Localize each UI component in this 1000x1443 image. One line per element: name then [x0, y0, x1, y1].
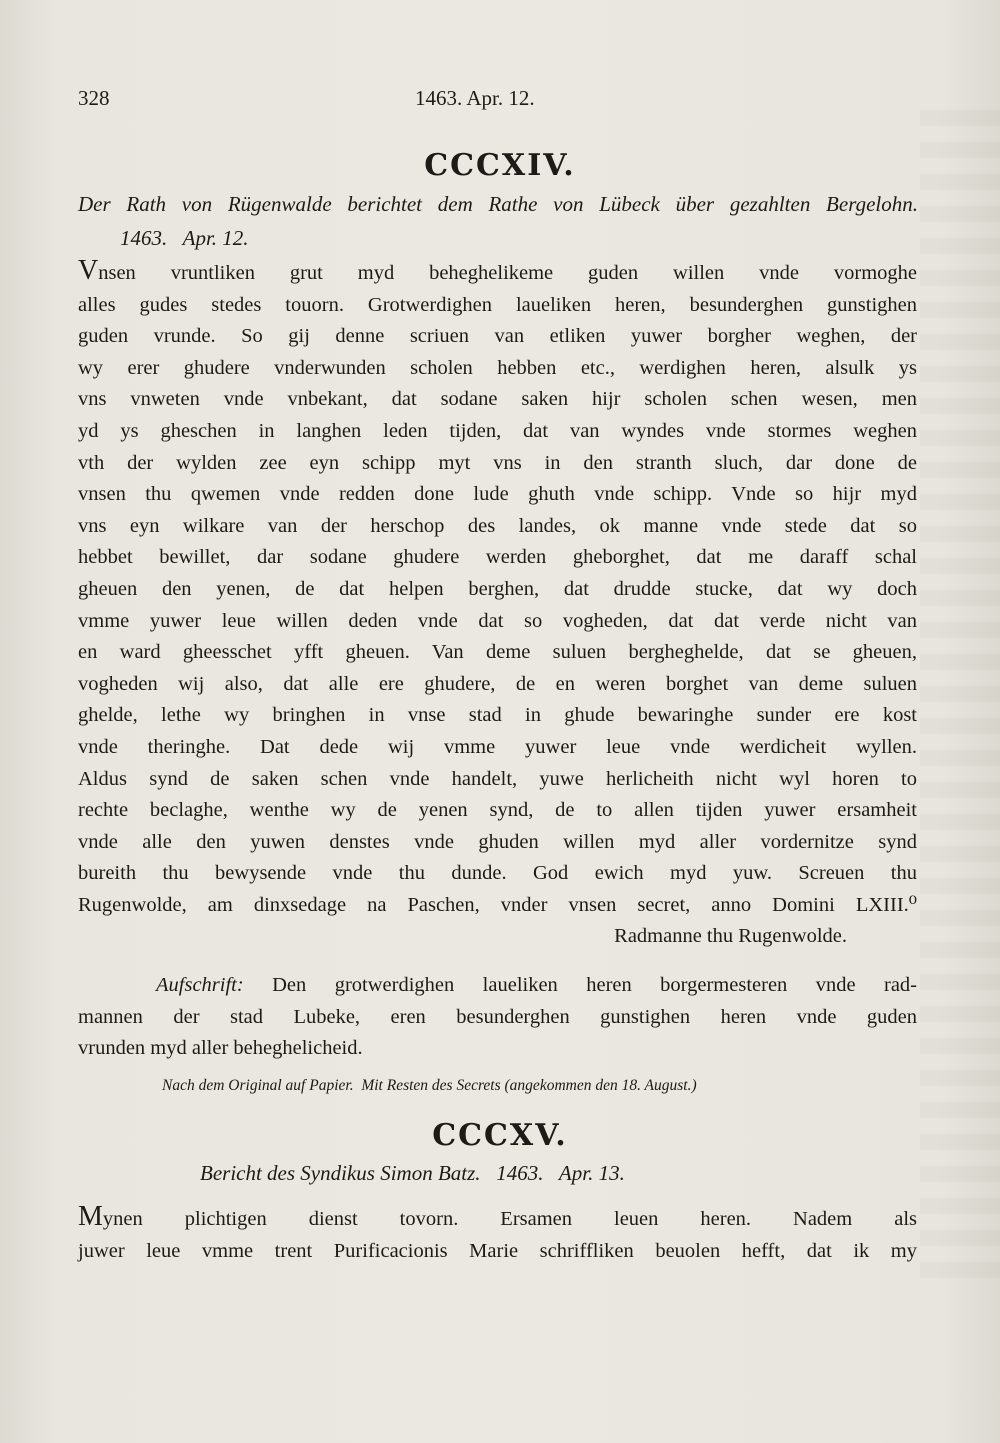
text-line: vnde theringhe. Dat dede wij vmme yuwer leue vnde werdicheit wyllen.: [78, 735, 917, 758]
aufschrift-label: Aufschrift:: [156, 974, 244, 996]
text-line: hebbet bewillet, dar sodane ghudere werden gheborghet, dat me daraff schal: [78, 546, 917, 569]
page-number: 328: [78, 86, 110, 110]
text-line: [78, 1201, 917, 1236]
text-line: vns vnweten vnde vnbekant, dat sodane saken hijr scholen schen wesen, men: [78, 388, 917, 411]
text-line: mannen der stad Lubeke, eren besunderghen gunstighen heren vnde guden: [78, 1005, 917, 1028]
text-line: guden vrunde. So gij denne scriuen van etliken yuwer borgher weghen, der: [78, 325, 917, 348]
document-number-2: CCCXV.: [432, 1118, 568, 1153]
text-line: rechte beclaghe, wenthe wy de yenen synd, de to allen tijden yuwer ersamheit: [78, 799, 917, 822]
source-note: Nach dem Original auf Papier. Mit Resten des Secrets (angekommen den 18. August.): [162, 1077, 697, 1094]
document-number-1: CCCXIV.: [424, 148, 576, 183]
text-line: [78, 255, 917, 290]
aufschrift-text: Den grotwerdighen laueliken heren borgermesteren vnde rad-: [272, 974, 918, 996]
text-line: ghelde, lethe wy bringhen in vnse stad in ghude bewaringhe sunder ere kost: [78, 704, 917, 727]
document-heading-2: Bericht des Syndikus Simon Batz. 1463. Apr. 13.: [200, 1161, 625, 1185]
text-line: gheuen den yenen, de dat helpen berghen, dat drudde stucke, dat wy doch: [78, 577, 917, 600]
running-head-date: 1463. Apr. 12.: [415, 86, 535, 110]
document-body-1: [78, 255, 917, 953]
document-heading-1: Der Rath von Rügenwalde berichtet dem Rathe von Lübeck über gezahlten Bergelohn.: [78, 192, 918, 216]
text-line: vnsen thu qwemen vnde redden done lude ghuth vnde schipp. Vnde so hijr myd: [78, 483, 917, 506]
text-line: [78, 970, 917, 1002]
document-body-2: [78, 1201, 917, 1267]
text-line: alles gudes stedes touorn. Grotwerdighen laueliken heren, besunderghen gunstighen: [78, 293, 917, 316]
text-line: vogheden wij also, dat alle ere ghudere, de en weren borghet van deme suluen: [78, 672, 917, 695]
text-line: Aldus synd de saken schen vnde handelt, yuwe herlicheith nicht wyl horen to: [78, 767, 917, 790]
text-line: Rugenwolde, am dinxsedage na Paschen, vnder vnsen secret, anno Domini LXIII.⁰: [78, 893, 917, 916]
text-line-content: ynen plichtigen dienst tovorn. Ersamen leuen heren. Nadem als: [102, 1208, 917, 1230]
text-line: vrunden myd aller beheghelicheid.: [78, 1037, 363, 1060]
text-line: yd ys gheschen in langhen leden tijden, dat van wyndes vnde stormes weghen: [78, 419, 917, 442]
text-line: juwer leue vmme trent Purificacionis Marie schriffliken beuolen hefft, dat ik my: [78, 1239, 917, 1262]
show-through-shadow: [920, 110, 1000, 1290]
text-line: wy erer ghudere vnderwunden scholen hebben etc., werdighen heren, alsulk ys: [78, 356, 917, 379]
text-line: vnde alle den yuwen denstes vnde ghuden willen myd aller vordernitze synd: [78, 830, 917, 853]
text-line-content: nsen vruntliken grut myd beheghelikeme guden willen vnde vormoghe: [98, 262, 917, 284]
initial-letter: V: [78, 255, 99, 286]
initial-letter: M: [78, 1201, 103, 1232]
text-line: en ward gheesschet yfft gheuen. Van deme suluen bergheghelde, dat se gheuen,: [78, 641, 917, 664]
aufschrift-block: [78, 970, 917, 1065]
text-line: vns eyn wilkare van der herschop des landes, ok manne vnde stede dat so: [78, 514, 917, 537]
document-heading-1-date: 1463. Apr. 12.: [120, 226, 249, 250]
running-head: [78, 86, 914, 116]
text-line: vmme yuwer leue willen deden vnde dat so vogheden, dat dat verde nicht van: [78, 609, 917, 632]
signature: Radmanne thu Rugenwolde.: [614, 925, 847, 948]
text-line: bureith thu bewysende vnde thu dunde. God ewich myd yuw. Screuen thu: [78, 862, 917, 885]
text-line: vth der wylden zee eyn schipp myt vns in den stranth sluch, dar done de: [78, 451, 917, 474]
